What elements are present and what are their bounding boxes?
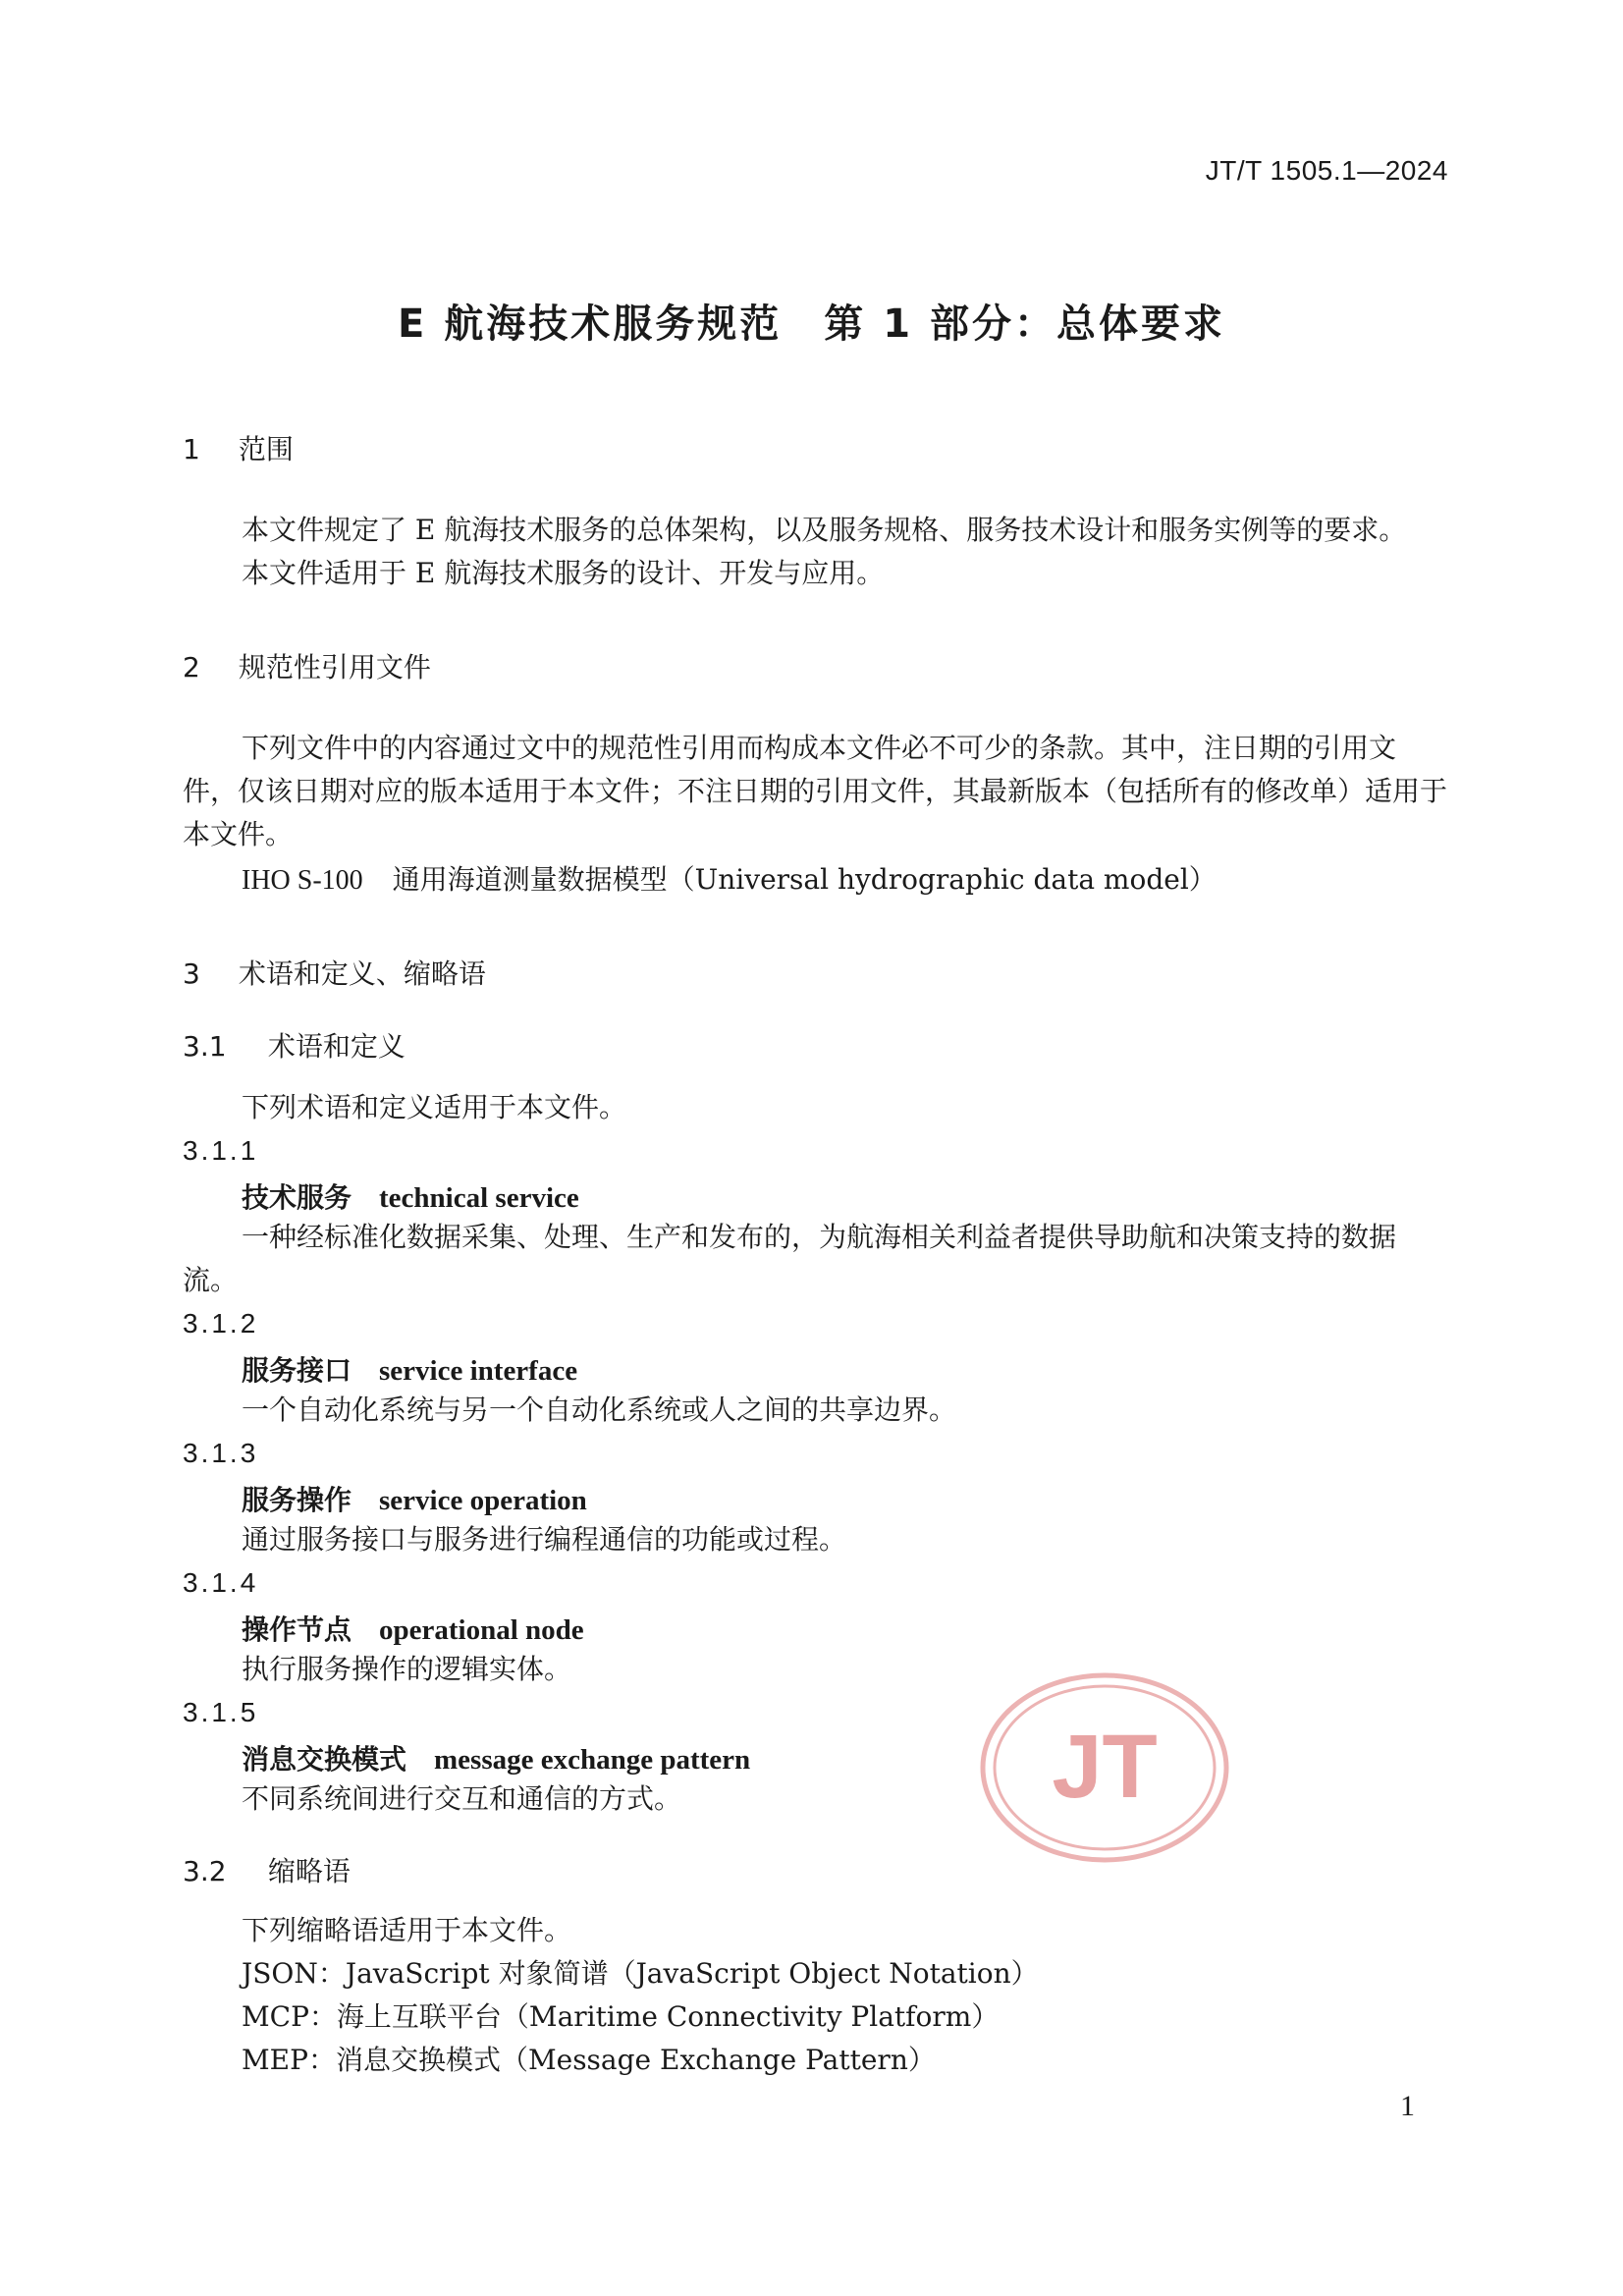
term-entry: [242, 1176, 579, 1216]
term-number: 3.1.3: [183, 1438, 259, 1468]
section-title: 术语和定义、缩略语: [238, 957, 486, 990]
reference-code: IHO S-100: [242, 865, 363, 896]
term-definition: 一个自动化系统与另一个自动化系统或人之间的共享边界。: [242, 1394, 957, 1426]
section-1-heading: [183, 428, 294, 467]
term-entry: [242, 1349, 577, 1389]
term-definition: 不同系统间进行交互和通信的方式。: [242, 1782, 682, 1815]
page-number: 1: [1400, 2090, 1415, 2122]
term-en: technical service: [379, 1182, 579, 1214]
section-3-1-heading: [183, 1025, 406, 1065]
section-number: 3.1: [183, 1030, 227, 1063]
normative-reference: [242, 858, 1449, 902]
section-title: 缩略语: [267, 1855, 351, 1887]
term-definition: 执行服务操作的逻辑实体。: [242, 1653, 572, 1685]
term-entry: [242, 1479, 587, 1518]
document-title: E 航海技术服务规范 第 1 部分：总体要求: [398, 301, 1225, 347]
abbreviation-entry: JSON：JavaScript 对象简谱（JavaScript Object Notation）: [242, 1957, 1039, 1990]
paragraph: 下列文件中的内容通过文中的规范性引用而构成本文件必不可少的条款。其中，注日期的引用文件，仅该日期对应的版本适用于本文件；不注日期的引用文件，其最新版本（包括所有的修改单）适用于本文件。: [183, 732, 1448, 850]
section-3-heading: [183, 953, 486, 992]
term-en: message exchange pattern: [434, 1744, 751, 1776]
seal-text: JT: [1052, 1717, 1158, 1817]
reference-title: 通用海道测量数据模型（Universal hydrographic data model）: [392, 863, 1217, 896]
term-entry: [242, 1609, 584, 1648]
paragraph: 下列缩略语适用于本文件。: [242, 1914, 572, 1946]
section-number: 1: [183, 433, 200, 465]
term-zh: 技术服务: [242, 1181, 352, 1214]
term-en: service interface: [379, 1355, 578, 1387]
section-3-2-heading: [183, 1850, 351, 1889]
section-number: 2: [183, 651, 200, 683]
section-number: 3: [183, 957, 200, 990]
abbreviation-entry: MCP：海上互联平台（Maritime Connectivity Platform）: [242, 2000, 1000, 2033]
abbreviation-entry: MEP：消息交换模式（Message Exchange Pattern）: [242, 2044, 936, 2076]
paragraph: 本文件规定了 E 航海技术服务的总体架构，以及服务规格、服务技术设计和服务实例等的要求。: [242, 514, 1407, 546]
jt-seal-logo: [977, 1669, 1232, 1866]
section-2-heading: [183, 646, 431, 685]
term-definition: 一种经标准化数据采集、处理、生产和发布的，为航海相关利益者提供导助航和决策支持的数据流。: [183, 1221, 1397, 1296]
term-zh: 服务接口: [242, 1354, 352, 1387]
paragraph: 下列术语和定义适用于本文件。: [242, 1091, 627, 1123]
term-en: service operation: [379, 1485, 587, 1516]
term-zh: 操作节点: [242, 1613, 352, 1646]
section-number: 3.2: [183, 1855, 227, 1887]
standard-code: JT/T 1505.1—2024: [1205, 155, 1448, 186]
section-title: 术语和定义: [267, 1030, 406, 1063]
term-number: 3.1.5: [183, 1697, 259, 1727]
term-definition: 通过服务接口与服务进行编程通信的功能或过程。: [242, 1523, 847, 1556]
term-zh: 消息交换模式: [242, 1743, 407, 1776]
term-en: operational node: [379, 1614, 584, 1646]
paragraph: 本文件适用于 E 航海技术服务的设计、开发与应用。: [242, 557, 885, 589]
term-zh: 服务操作: [242, 1484, 352, 1516]
term-number: 3.1.4: [183, 1567, 259, 1598]
term-number: 3.1.1: [183, 1135, 259, 1166]
term-entry: [242, 1738, 750, 1777]
section-title: 规范性引用文件: [238, 651, 431, 683]
section-title: 范围: [238, 433, 294, 465]
term-number: 3.1.2: [183, 1308, 259, 1339]
